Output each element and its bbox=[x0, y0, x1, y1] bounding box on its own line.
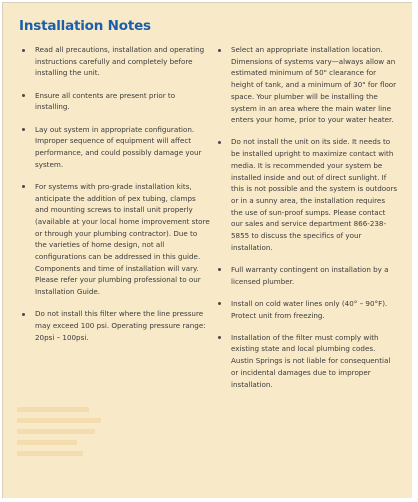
left-notes-list bbox=[22, 44, 210, 354]
bullet-icon bbox=[218, 268, 221, 271]
list-item bbox=[218, 44, 398, 126]
bullet-icon bbox=[218, 141, 221, 144]
list-item bbox=[22, 44, 210, 79]
list-item bbox=[218, 136, 398, 253]
note-text: Install on cold water lines only (40° – 90°F). Protect unit from freezing. bbox=[231, 298, 388, 320]
bullet-icon bbox=[22, 128, 25, 131]
list-item bbox=[218, 332, 398, 391]
note-text: Do not install this filter where the line pressure may exceed 100 psi. Operating pressure range: 20psi – 100psi. bbox=[35, 309, 206, 342]
bullet-icon bbox=[218, 302, 221, 305]
bullet-icon bbox=[218, 49, 221, 52]
bullet-icon bbox=[22, 313, 25, 316]
faded-footer-text bbox=[17, 407, 107, 465]
note-text: For systems with pro-grade installation kits, anticipate the addition of pex tubing, clamps and mounting screws to install unit properly (available at your local home improvement store or through your plumbing contractor). Due to the varieties of home design, not all configurations can be addressed in this guide. Components and time of installation will vary. Please refer your plumbing professional to our Installation Guide. bbox=[35, 181, 210, 297]
list-item bbox=[218, 264, 398, 287]
note-text: Read all precautions, installation and operating instructions carefully and completely before installing the unit. bbox=[35, 45, 205, 78]
note-text: Installation of the filter must comply with existing state and local plumbing codes. Austin Springs is not liable for consequential or incidental damages due to improper installation. bbox=[231, 332, 391, 389]
bullet-icon bbox=[218, 336, 221, 339]
note-text: Select an appropriate installation location. Dimensions of systems vary—always allow an estimated minimum of 50" clearance for height of tank, and a minimum of 30" for floor space. Your plumber will be installing the system in an area where the main water line enters your home, prior to your water heater. bbox=[231, 45, 397, 125]
list-item bbox=[22, 181, 210, 298]
note-text: Lay out system in appropriate configuration. Improper sequence of equipment will affect performance, and could possibly damage your system. bbox=[35, 124, 202, 169]
note-text: Full warranty contingent on installation by a licensed plumber. bbox=[231, 264, 389, 286]
bullet-icon bbox=[22, 185, 25, 188]
list-item bbox=[218, 298, 398, 321]
note-text: Ensure all contents are present prior to installing. bbox=[35, 90, 176, 112]
list-item bbox=[22, 308, 210, 343]
bullet-icon bbox=[22, 94, 25, 97]
right-notes-list bbox=[218, 44, 398, 401]
list-item bbox=[22, 124, 210, 171]
installation-notes-page bbox=[2, 2, 412, 498]
bullet-icon bbox=[22, 49, 25, 52]
page-title: Installation Notes bbox=[19, 18, 151, 34]
note-text: Do not install the unit on its side. It needs to be installed upright to maximize contact with media. It is recommended your system be installed inside and out of direct sunlight. If this is not possible and the system is outdoors or in a sunny area, the installation requires the use of sun-proof sumps. Please contact our sales and service department 866-238-5855 to discuss the specifics of your installation. bbox=[231, 137, 398, 252]
list-item bbox=[22, 90, 210, 113]
